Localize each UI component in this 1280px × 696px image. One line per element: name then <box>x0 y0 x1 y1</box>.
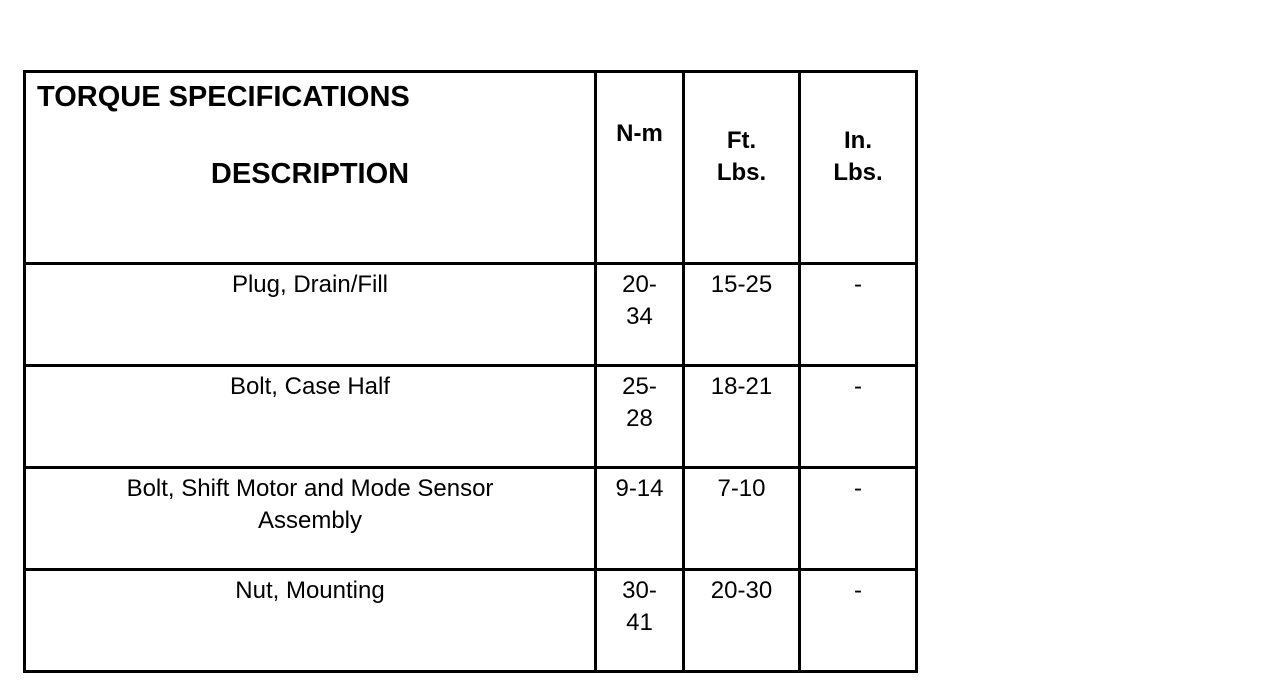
ft-lbs-column-header <box>684 72 800 264</box>
nm-value-line: 41 <box>626 609 653 636</box>
ft-lbs-cell: 20-30 <box>684 570 800 672</box>
description-cell: Plug, Drain/Fill <box>25 264 596 366</box>
nm-column-header: N-m <box>596 72 684 264</box>
nm-value-line: 20- <box>622 271 657 298</box>
nm-cell <box>596 366 684 468</box>
in-lbs-column-header <box>800 72 917 264</box>
nm-cell <box>596 468 684 570</box>
description-cell: Bolt, Case Half <box>25 366 596 468</box>
nm-value-line: 9-14 <box>615 475 664 502</box>
in-lbs-cell: - <box>800 366 917 468</box>
in-lbs-cell: - <box>800 570 917 672</box>
table-row <box>25 264 917 366</box>
description-cell: Bolt, Shift Motor and Mode Sensor Assembly <box>25 468 596 570</box>
table-title: TORQUE SPECIFICATIONS <box>37 81 410 113</box>
header-description-cell <box>25 72 596 264</box>
nm-cell <box>596 264 684 366</box>
description-column-header: DESCRIPTION <box>210 158 410 190</box>
nm-value-line: 30- <box>622 577 657 604</box>
torque-specifications-table <box>23 70 918 673</box>
nm-value-line: 25- <box>622 373 657 400</box>
ft-lbs-header-line-1: Ft. <box>726 127 757 154</box>
nm-value-line: 34 <box>626 303 653 330</box>
header-row <box>25 72 917 264</box>
ft-lbs-cell: 18-21 <box>684 366 800 468</box>
ft-lbs-cell: 15-25 <box>684 264 800 366</box>
in-lbs-cell: - <box>800 264 917 366</box>
description-cell: Nut, Mounting <box>25 570 596 672</box>
table-row <box>25 366 917 468</box>
nm-cell <box>596 570 684 672</box>
table-row <box>25 570 917 672</box>
in-lbs-cell: - <box>800 468 917 570</box>
in-lbs-header-line-2: Lbs. <box>833 159 883 186</box>
table-row <box>25 468 917 570</box>
ft-lbs-cell: 7-10 <box>684 468 800 570</box>
in-lbs-header-line-1: In. <box>844 127 872 154</box>
ft-lbs-header-line-2: Lbs. <box>716 159 767 186</box>
nm-value-line: 28 <box>626 405 653 432</box>
